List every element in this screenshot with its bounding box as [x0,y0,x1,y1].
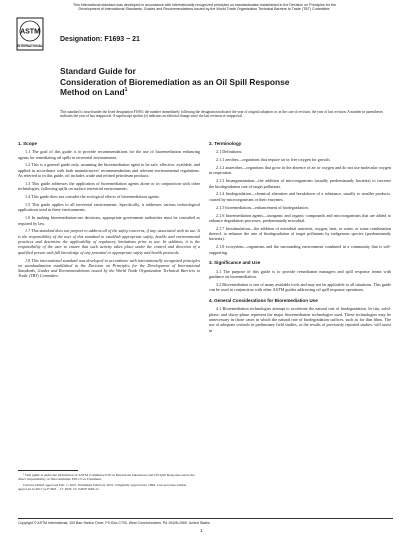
paragraph-2-1-7: 2.1.7 biostimulation—the addition of microbial nutrients, oxygen, heat, or water, or some combination thereof, to enhance the rate of biodegradation of target pollutants by indigenous species (predominantly bacteria). [209,225,391,242]
paragraph-2-1-1: 2.1.1 aerobes—organisms that require air or free oxygen for growth. [216,157,331,163]
footnotes [18,470,200,493]
section-heading-terminology: 2. Terminology [209,141,242,146]
paragraph-4-1: 4.1 Bioremediation technologies attempt to accelerate the natural rate of biodegradation. In situ, solid-phase, and slurry-phase represent the major bioremediation technologies used. These technologies may be unnecessary in those cases in which the natural rate of biodegradation suffices, such as for thin films. The use of adequate controls in preliminary field studies, or the results of previously reported studies, will assist in [209,306,391,333]
paragraph-1-5: 1.5 This guide applies to all terrestrial environments. Specifically, it addresses various technological applications used in these environments. [18,202,200,213]
top-notice-line1: This international standard was developed in accordance with internationally recognized principles on standardization established in the Decision on Principles for the [73,3,336,7]
paragraph-2-1-8: 2.1.8 ecosystem—organisms and the surrounding environment combined in a community that is self-supporting. [209,244,391,255]
title-footnote-mark: 1 [124,87,128,94]
title-line1: Standard Guide for [60,66,136,76]
page-number: 1 [200,528,203,533]
logo-text: ASTM [20,28,40,36]
paragraph-2-1-5: 2.1.5 bioremediation—enhancement of biodegradation. [216,204,309,210]
title-line2: Consideration of Bioremediation as an Oil Spill Response [60,76,290,87]
astm-logo [16,17,44,51]
section-heading-scope: 1. Scope [18,141,37,146]
logo-subtext: INTERNATIONAL [17,44,43,48]
paragraph-2-1-4: 2.1.4 biodegradation—chemical alteration and breakdown of a substance, usually to smaller products, caused by microorganisms or their enzymes. [209,191,391,202]
right-column [209,141,391,335]
section-heading-general-considerations: 4. General Considerations for Bioremediation Use [209,298,318,304]
left-column [18,141,200,281]
section-heading-significance: 3. Significance and Use [209,260,261,266]
footer-divider [18,518,393,519]
paragraph-2-1-3: 2.1.3 bioaugmentation—the addition of microorganisms (usually predominantly bacteria) to increase the biodegradation rate of target pollutants. [209,178,391,189]
paragraph-1-2: 1.2 This is a general guide only, assuming the bioremediation agent to be safe, effective, available, and applied in accordance with both manufacturers' recommendations and relevant environmental regulations. As referred to in this guide, oil includes crude and refined petroleum products. [18,162,200,179]
footnote-1: ¹ This guide is under the jurisdiction of ASTM Committee F20 on Hazardous Substances and Oil Spill Response and is the direct responsibility of Subcommittee F20.13 on Treatment. [18,472,195,481]
top-notice [6,3,403,12]
issued-note: This standard is issued under the fixed designation F1693; the number immediately following the designation indicates the year of original adoption or, in the case of revision, the year of last revision. A number in parentheses indicates the year of last reapproval. A superscript epsilon (ε) indicates an editorial change since the last revision or reapproval. [60,110,383,119]
paragraph-2-1-6: 2.1.6 bioremediation agents—inorganic and organic compounds and microorganisms that are added to enhance degradation processes, predominantly microbial. [209,212,391,223]
copyright-notice: Copyright © ASTM International, 100 Barr Harbor Drive, PO Box C700, West Conshohocken, PA 19428-2959. United States [18,521,210,525]
paragraph-1-1: 1.1 The goal of this guide is to provide recommendations for the use of bioremediation enhancing agents for remediating oil spills in terrestrial environments. [18,149,200,160]
footnote-2: Current edition approved Feb. 1, 2021. Published February 2021. Originally approved in 1996. Last previous edition approved in 2017 as F1693 – 17. DOI: 10.1520/F1693-21. [18,482,187,491]
designation: Designation: F1693 − 21 [60,36,140,43]
astm-logo-icon [16,17,44,51]
paragraph-1-3: 1.3 This guide addresses the application of bioremediation agents alone or in conjunction with other technologies, following spills on surface terrestrial environments. [18,180,200,192]
paragraph-3-1: 3.1 The purpose of this guide is to provide remediation managers and spill response teams with guidance on bioremediation. [209,268,391,279]
paragraph-1-6: 1.6 In making bioremediation-use decisions, appropriate government authorities must be consulted as required by law. [18,215,200,226]
standard-title [60,66,360,98]
paragraph-2-1: 2.1 Definitions: [216,149,243,155]
top-notice-line2: Development of International Standards, Guides and Recommendations issued by the World Trade Organization Technical Barriers to Trade (TBT) Committee. [78,7,331,12]
paragraph-1-7: 1.7 This standard does not purport to address all of the safety concerns, if any, associated with its use. It is the responsibility of the user of this standard to establish appropriate safety, health, and environmental practices and determine the applicability of regulatory limitations prior to use. In addition, it is the responsibility of the user to ensure that such activity takes place under the control and direction of a qualified person with full knowledge of any potential or appropriate safety and health protocols. [18,228,200,255]
paragraph-2-1-2: 2.1.2 anaerobes—organisms that grow in the absence of air or oxygen and do not use molecular oxygen in respiration. [209,165,391,176]
title-line3-text: Method on Land [60,87,125,97]
footnote-rule [18,470,78,471]
title-line3 [60,87,360,98]
paragraph-1-8: 1.8 This international standard was developed in accordance with internationally recognized principles on standardization established in the Decision on Principles for the Development of International Standards, Guides and Recommendations issued by the World Trade Organization Technical Barriers to Trade (TBT) Committee. [18,257,200,279]
paragraph-1-4: 1.4 This guide does not consider the ecological effects of bioremediation agents. [25,194,160,200]
paragraph-3-2: 3.2 Bioremediation is one of many available tools and may not be applicable to all situations. This guide can be used in conjunction with other ASTM guides addressing oil spill response operations. [209,281,391,293]
